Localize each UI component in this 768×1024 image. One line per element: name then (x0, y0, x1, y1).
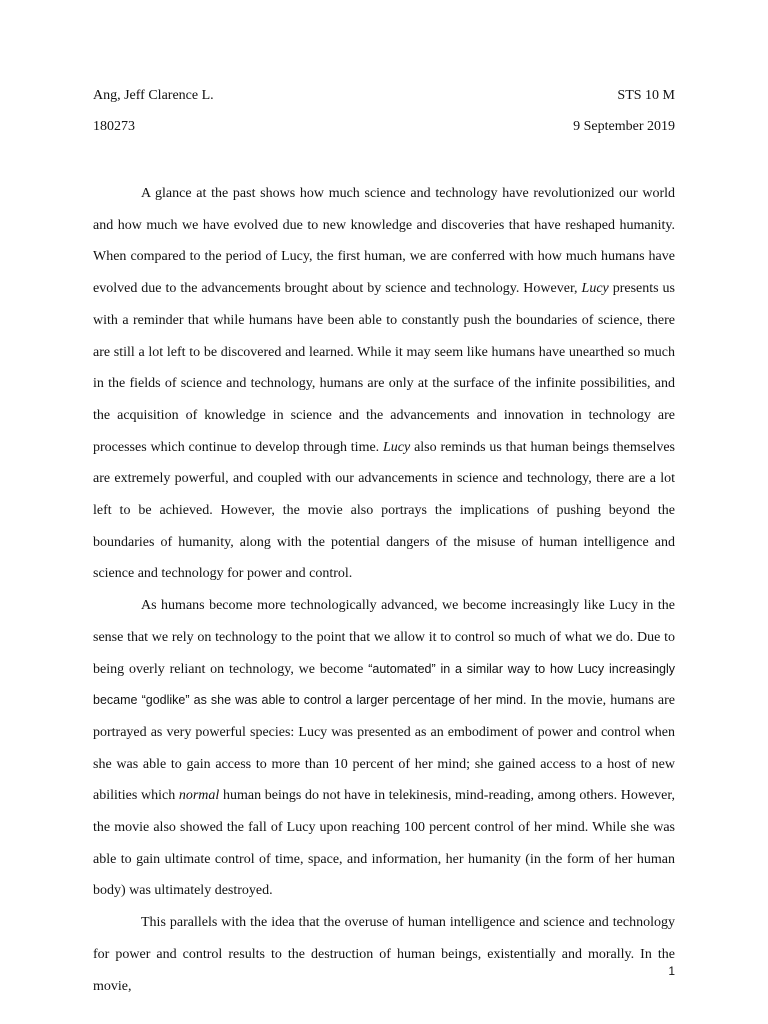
paragraph-3 (93, 907, 675, 1002)
course-code: STS 10 M (617, 88, 675, 103)
student-number: 180273 (93, 119, 135, 134)
emphasis-text: normal (178, 788, 220, 804)
paragraph-text: also reminds us that human beings themselves are extremely powerful, and coupled with our advancements in science and technology, there are a lot left to be achieved. However, the movie also portrays the implications of pushing beyond the boundaries of humanity, along with the potential dangers of the misuse of human intelligence and science and technology for power and control. (93, 439, 675, 582)
essay-body (93, 178, 675, 1002)
paragraph-text: presents us with a reminder that while humans have been able to constantly push the boundaries of science, there are still a lot left to be discovered and learned. While it may seem like humans have unearthed so much in the fields of science and technology, humans are only at the surface of the infinite possibilities, and the acquisition of knowledge in science and the advancements and innovation in technology are processes which continue to develop through time. (93, 281, 676, 455)
paragraph-text: As humans become more technologically advanced, we become increasingly like Lucy in the sense that we rely on technology to the point that we allow it to control so much of what we do. Due to being overly reliant on technology, we become (93, 598, 675, 677)
paragraph-text-sans: “automated” in a similar way to how Lucy increasingly became “godlike” as she was able to control a larger percentage of her mind. (93, 661, 675, 708)
header-row-1 (93, 87, 675, 105)
paragraph-2 (93, 590, 675, 907)
paragraph-text: This parallels with the idea that the overuse of human intelligence and science and technology for power and control results to the destruction of human beings, existentially and morally. In the movie, (93, 915, 675, 994)
movie-title: Lucy (383, 439, 411, 455)
page-number: 1 (668, 964, 675, 978)
author-name: Ang, Jeff Clarence L. (93, 88, 214, 103)
document-date: 9 September 2019 (573, 119, 675, 134)
paragraph-text: A glance at the past shows how much science and technology have revolutionized our world and how much we have evolved due to new knowledge and discoveries that have reshaped humanity. When compared to the period of Lucy, the first human, we are conferred with how much humans have evolved due to the advancements brought about by science and technology. However, (93, 186, 675, 297)
header-row-2 (93, 118, 675, 136)
paragraph-text: In the movie, humans are portrayed as very powerful species: Lucy was presented as an embodiment of power and control when she was able to gain access to more than 10 percent of her mind; she gained access to a host of new abilities which (93, 693, 675, 804)
paragraph-1 (93, 178, 675, 590)
paragraph-text: human beings do not have in telekinesis, mind-reading, among others. However, the movie also showed the fall of Lucy upon reaching 100 percent control of her mind. While she was able to gain ultimate control of time, space, and information, her humanity (in the form of her human body) was ultimately destroyed. (93, 788, 675, 899)
movie-title: Lucy (581, 281, 609, 297)
